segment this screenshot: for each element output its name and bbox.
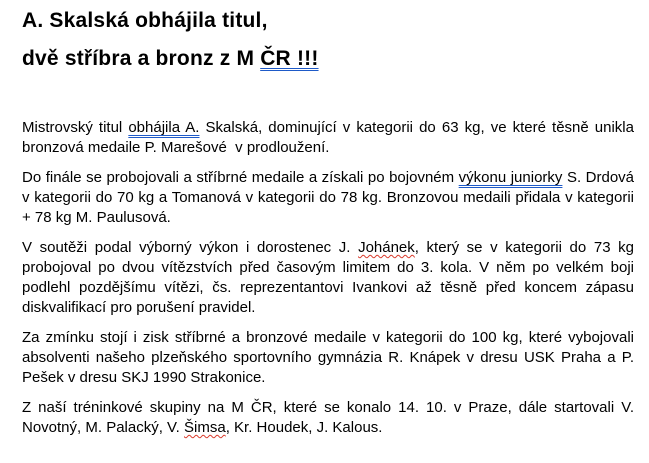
paragraph-3 [22, 238, 634, 318]
grammar-flagged-text: ČR !!! [260, 47, 319, 70]
paragraph-2 [22, 168, 634, 228]
paragraph-5 [22, 398, 634, 438]
paragraph-1-text: Skalská, dominující v kategorii do 63 kg, ve které těsně unikla bronzová medaile P. Marešové v prodloužení. [22, 119, 634, 156]
paragraph-3-text: V soutěži podal výborný výkon i dorostenec J. [22, 239, 359, 256]
grammar-flagged-text: výkonu juniorky [458, 169, 563, 186]
spellcheck-flagged-text: Šimsa [184, 419, 226, 436]
paragraph-1-text: Mistrovský titul [22, 119, 129, 136]
spellcheck-flagged-text: Johánek [358, 239, 415, 256]
paragraph-2-text: S. Drdová v kategorii do 70 kg a Tomanová v kategorii do 78 kg. Bronzovou medaili přidala v kategorii + 78 kg M. Paulusová. [22, 169, 634, 226]
document-title [22, 8, 634, 72]
title-line-2-text: dvě stříbra a bronz z M [22, 47, 261, 70]
paragraph-2-text: Do finále se probojovali a stříbrné medaile a získali po bojovném [22, 169, 459, 186]
paragraph-1 [22, 118, 634, 158]
paragraph-5-text: Z naší tréninkové skupiny na M ČR, které se konalo 14. 10. v Praze, dále startovali V. Novotný, M. Palacký, V. [22, 399, 634, 436]
title-line-1: A. Skalská obhájila titul, [22, 9, 268, 32]
title-line-2 [22, 46, 634, 72]
paragraph-3-text: , který se v kategorii do 73 kg probojoval po dvou vítězstvích před časovým limitem do 3. kola. V něm po velkém boji podlehl pozdějšímu vítězi, čs. reprezentantovi Ivankovi až těsně před koncem zápasu diskvalifikací pro porušení pravidel. [22, 239, 634, 316]
grammar-flagged-text: obhájila A. [128, 119, 200, 136]
paragraph-4-text: Za zmínku stojí i zisk stříbrné a bronzové medaile v kategorii do 100 kg, které vybojovali absolventi našeho plzeňského sportovního gymnázia R. Knápek v dresu USK Praha a P. Pešek v dresu SKJ 1990 Strakonice. [22, 329, 634, 386]
paragraph-5-text: , Kr. Houdek, J. Kalous. [225, 419, 383, 436]
paragraph-4 [22, 328, 634, 388]
